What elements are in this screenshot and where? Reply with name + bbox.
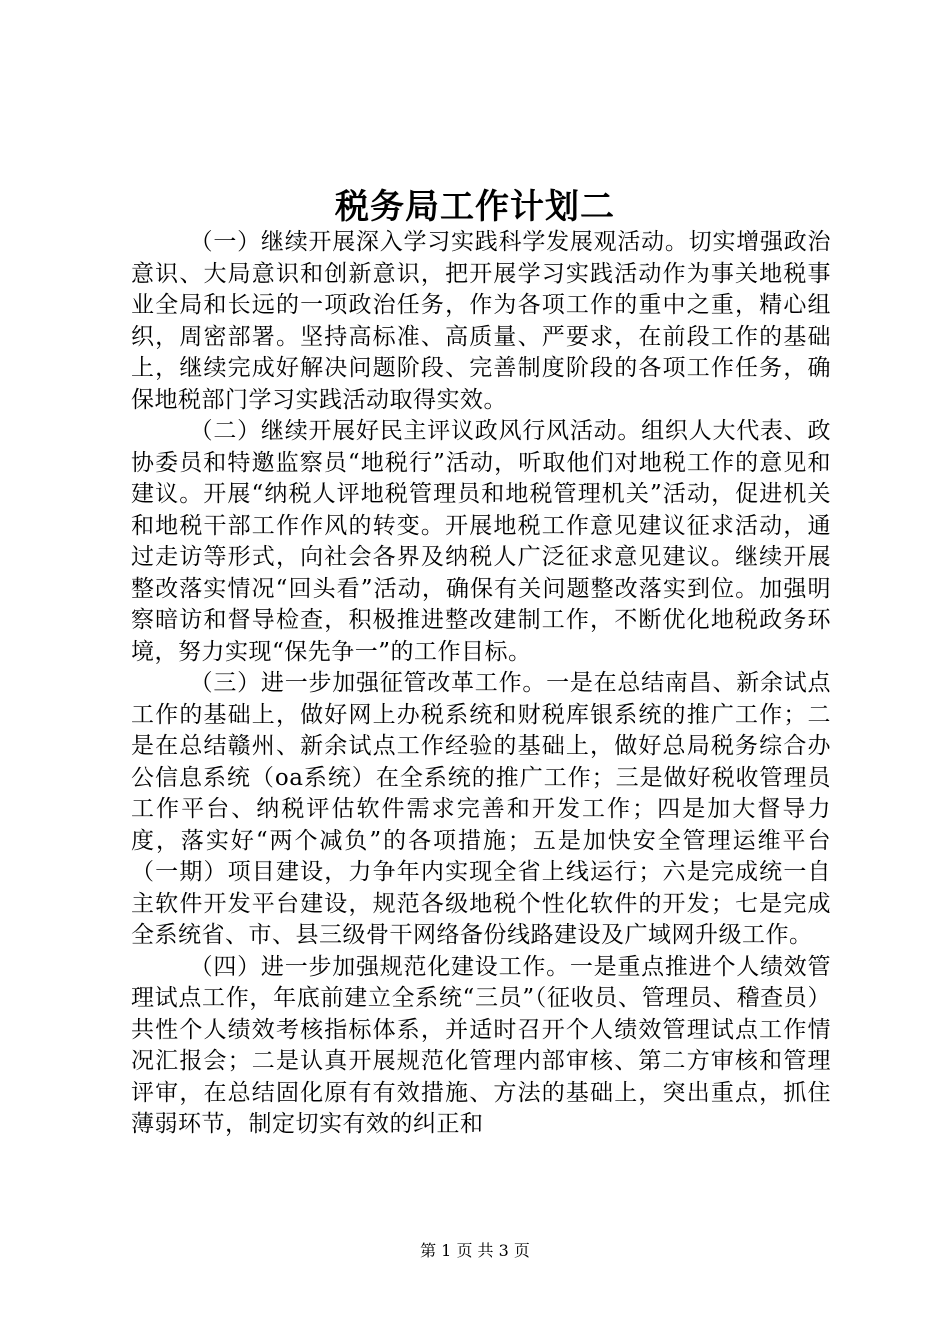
page-number-footer: 第 1 页 共 3 页 [420, 1241, 530, 1260]
paragraph-3: （三）进一步加强征管改革工作。一是在总结南昌、新余试点工作的基础上，做好网上办税系统和财税库银系统的推广工作；二是在总结赣州、新余试点工作经验的基础上，做好总局税务综合办公信息系统（oa系统）在全系统的推广工作；三是做好税收管理员工作平台、纳税评估软件需求完善和开发工作；四是加大督导力度，落实好“两个减负”的各项措施；五是加快安全管理运维平台（一期）项目建设，力争年内实现全省上线运行；六是完成统一自主软件开发平台建设，规范各级地税个性化软件的开发；七是完成全系统省、市、县三级骨干网络备份线路建设及广域网升级工作。 [131, 670, 831, 948]
paragraph-2: （二）继续开展好民主评议政风行风活动。组织人大代表、政协委员和特邀监察员“地税行”活动，听取他们对地税工作的意见和建议。开展“纳税人评地税管理员和地税管理机关”活动，促进机关和地税干部工作作风的转变。开展地税工作意见建议征求活动，通过走访等形式，向社会各界及纳税人广泛征求意见建议。继续开展整改落实情况“回头看”活动，确保有关问题整改落实到位。加强明察暗访和督导检查，积极推进整改建制工作，不断优化地税政务环境，努力实现“保先争一”的工作目标。 [131, 418, 831, 665]
paragraph-4: （四）进一步加强规范化建设工作。一是重点推进个人绩效管理试点工作，年底前建立全系统“三员”（征收员、管理员、稽查员）共性个人绩效考核指标体系，并适时召开个人绩效管理试点工作情况汇报会；二是认真开展规范化管理内部审核、第二方审核和管理评审，在总结固化原有有效措施、方法的基础上，突出重点，抓住薄弱环节，制定切实有效的纠正和 [131, 953, 831, 1137]
paragraph-1: （一）继续开展深入学习实践科学发展观活动。切实增强政治意识、大局意识和创新意识，把开展学习实践活动作为事关地税事业全局和长远的一项政治任务，作为各项工作的重中之重，精心组织，周密部署。坚持高标准、高质量、严要求，在前段工作的基础上，继续完成好解决问题阶段、完善制度阶段的各项工作任务，确保地税部门学习实践活动取得实效。 [131, 229, 831, 413]
document-body [131, 227, 831, 1141]
document-title: 税务局工作计划二 [335, 187, 615, 227]
